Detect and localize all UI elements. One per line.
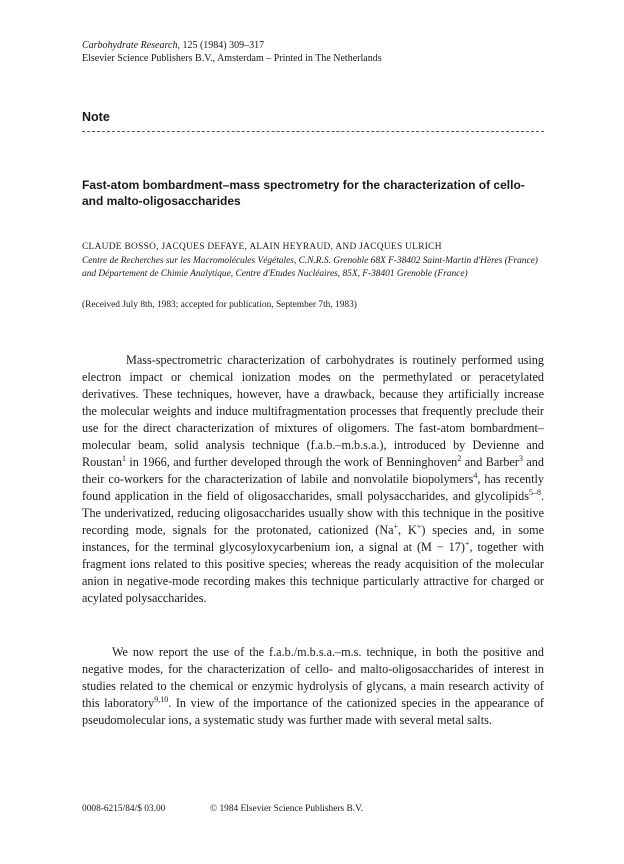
issn-price-code: 0008-6215/84/$ 03.00 xyxy=(82,804,166,814)
text-run: . In view of the importance of the cationized species in the appearance of pseudomolecular ions, a systematic study was further made with several metal salts. xyxy=(82,696,544,727)
text-run: , K xyxy=(398,523,417,537)
reference-superscript: 3 xyxy=(518,454,523,463)
text-run: and Barber xyxy=(461,455,519,469)
charge-superscript: + xyxy=(464,539,470,548)
reference-superscript: 5–8 xyxy=(528,488,541,497)
text-run: ) species and, in some instances, for the terminal glycosyloxycarbenium ion, a signal at (M − 17) xyxy=(82,523,544,554)
text-run: in 1966, and further developed through the work of Benninghoven xyxy=(125,455,458,469)
reference-superscript: 1 xyxy=(121,454,126,463)
journal-citation xyxy=(82,39,264,52)
section-label: Note xyxy=(82,110,110,124)
author-affiliation: Centre de Recherches sur les Macromolécules Végétales, C.N.R.S. Grenoble 68X F-38402 Saint-Martin d'Hères (France) and Département de Chimie Analytique, Centre d'Etudes Nucléaires, 85X, F-38401 Grenoble (France) xyxy=(82,256,538,279)
journal-name: Carbohydrate Research, xyxy=(82,40,180,51)
author-list: CLAUDE BOSSO, JACQUES DEFAYE, ALAIN HEYRAUD, AND JACQUES ULRICH xyxy=(82,242,442,252)
publisher-line: Elsevier Science Publishers B.V., Amsterdam – Printed in The Netherlands xyxy=(82,53,382,64)
reference-superscript: 4 xyxy=(473,471,478,480)
body-paragraph-2 xyxy=(82,644,544,729)
received-dates: (Received July 8th, 1983; accepted for publication, September 7th, 1983) xyxy=(82,300,357,310)
charge-superscript: + xyxy=(393,522,399,531)
reference-superscript: 2 xyxy=(457,454,462,463)
text-run: , has recently found application in the field of oligosaccharides, small polysaccharides, and glycolipids xyxy=(82,472,544,503)
section-divider xyxy=(82,131,544,132)
copyright-notice: © 1984 Elsevier Science Publishers B.V. xyxy=(210,804,364,814)
reference-superscript: 9,10 xyxy=(154,695,169,704)
body-paragraph-1 xyxy=(82,352,544,607)
text-run: . The underivatized, reducing oligosaccharides usually show with this technique in the positive recording mode, signals for the protonated, cationized (Na xyxy=(82,489,544,537)
text-run: We now report the use of the f.a.b./m.b.s.a.–m.s. technique, in both the positive and negative modes, for the characterization of cello- and malto-oligosaccharides of interest in studies related to the chemical or enzymic hydrolysis of glycans, a main research activity of this laboratory xyxy=(82,645,544,710)
charge-superscript: + xyxy=(416,522,422,531)
text-run: Mass-spectrometric characterization of carbohydrates is routinely performed using electron impact or chemical ionization modes on the permethylated or peracetylated derivatives. These techniques, however, have a drawback, because they artificially increase the molecular weights and induce multifragmentation processes that frequently preclude their use for the direct characterization of mixtures of oligomers. The fast-atom bombardment–molecular beam, solid analysis technique (f.a.b.–m.b.s.a.), introduced by Devienne and Roustan xyxy=(82,353,544,469)
text-run: and their co-workers for the characterization of labile and nonvolatile biopolymers xyxy=(82,455,544,486)
journal-volume-pages: 125 (1984) 309–317 xyxy=(182,40,265,51)
text-run: , together with fragment ions related to this positive species; whereas the ready acquisition of the molecular anion in negative-mode recording makes this technique particularly attractive for charged or acylated polysaccharides. xyxy=(82,540,544,605)
article-title: Fast-atom bombardment–mass spectrometry for the characterization of cello- and malto-oligosaccharides xyxy=(82,178,525,208)
